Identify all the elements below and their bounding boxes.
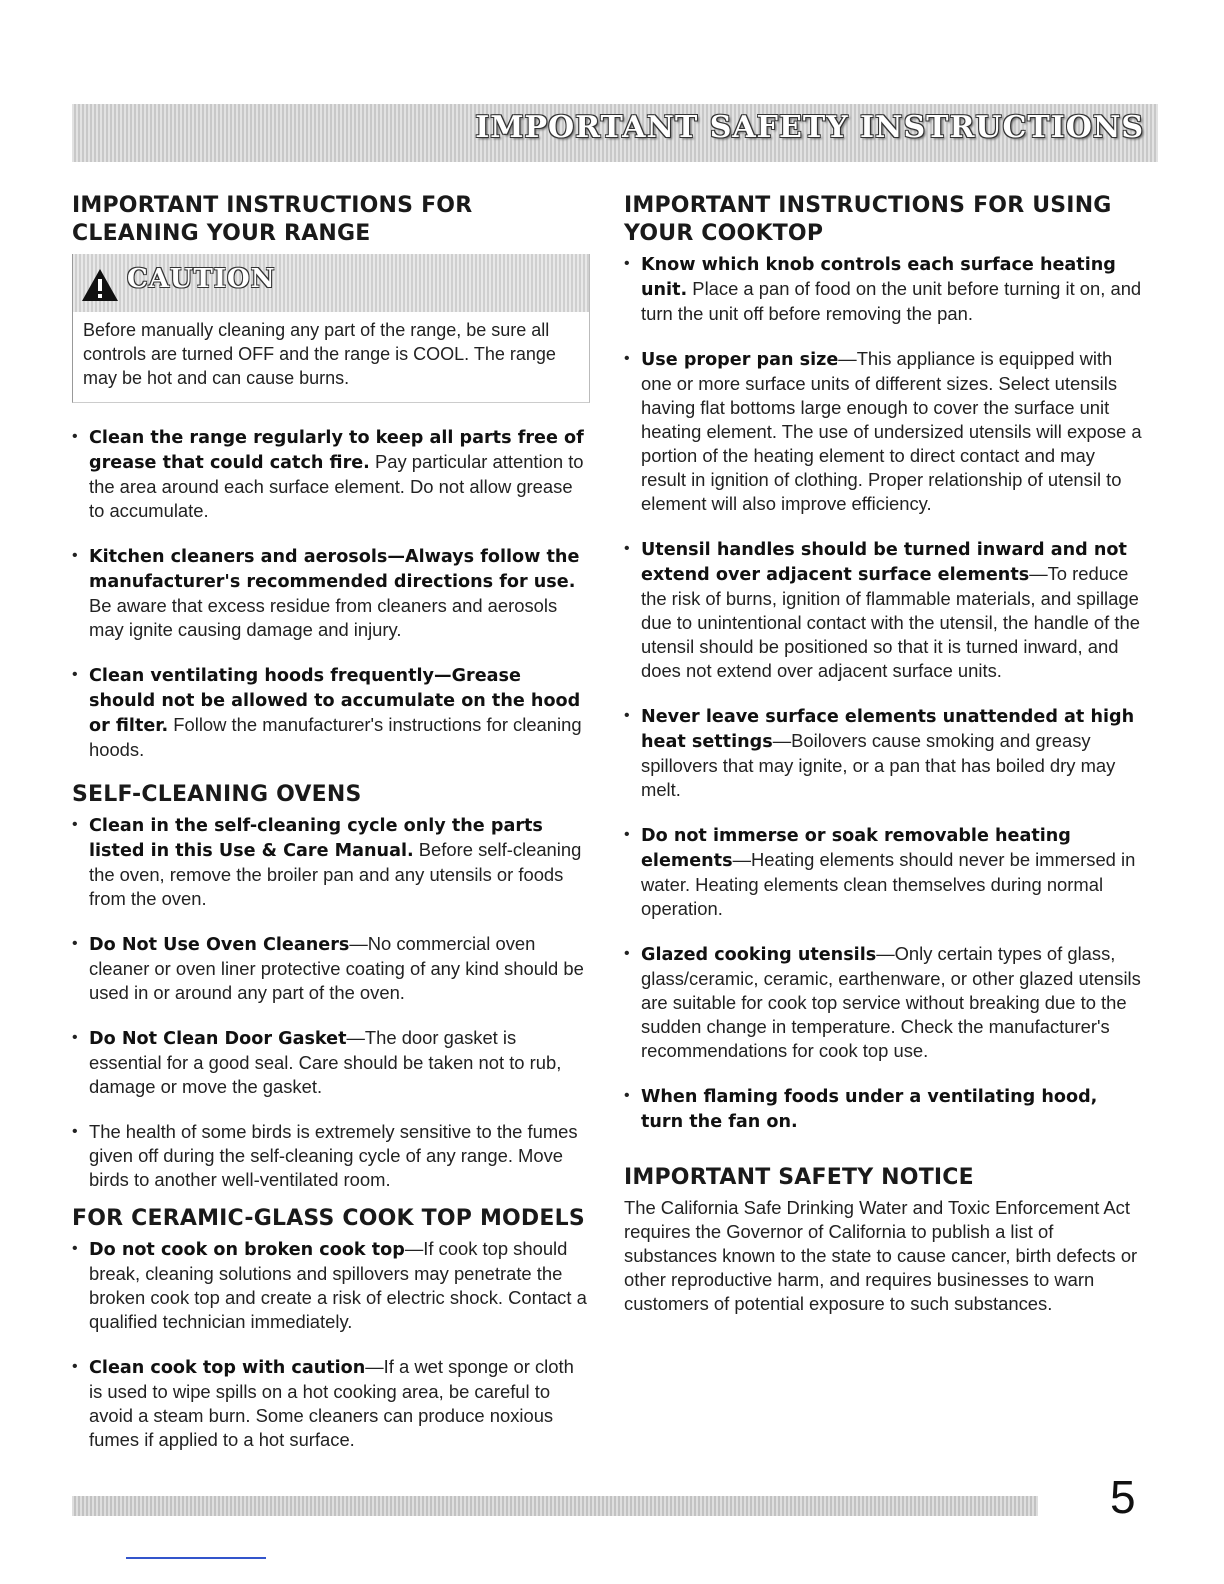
list-item xyxy=(72,1026,592,1099)
list-using-cooktop xyxy=(624,252,1144,1134)
caution-header xyxy=(73,254,589,312)
list-item-text: Before self-cleaning the oven, remove the broiler pan and any utensils or foods from the oven. xyxy=(89,839,582,909)
list-item xyxy=(624,252,1144,326)
list-item xyxy=(72,813,592,911)
list-item-bold: Do not cook on broken cook top xyxy=(89,1240,405,1260)
list-item-bold: Do Not Use Oven Cleaners xyxy=(89,935,350,955)
list-item xyxy=(624,942,1144,1063)
footer-bar xyxy=(72,1496,1038,1516)
footer-link-line xyxy=(126,1557,266,1559)
list-item-text: —Only certain types of glass, glass/ceramic, ceramic, earthenware, or other glazed utensils are suitable for cook top service without breaking due to the sudden change in temperature. Check the manufacturer's recommendations for cook top use. xyxy=(641,943,1141,1061)
list-item-text: —Heating elements should never be immersed in water. Heating elements clean themselves during normal operation. xyxy=(641,849,1136,919)
list-item xyxy=(72,1355,592,1452)
list-item-bold: When flaming foods under a ventilating hood, turn the fan on. xyxy=(641,1087,1098,1132)
list-self-cleaning xyxy=(72,813,592,1192)
bullet-icon: • xyxy=(72,816,78,833)
list-item-text: —No commercial oven cleaner or oven liner protective coating of any kind should be used in or around any part of the oven. xyxy=(89,933,584,1003)
list-item-text: —Boilovers cause smoking and greasy spillovers that may ignite, or a pan that has boiled dry may melt. xyxy=(641,730,1116,800)
list-item-bold: Clean the range regularly to keep all parts free of grease that could catch fire. xyxy=(89,428,584,473)
list-cleaning-range xyxy=(72,425,592,762)
section-title-safety-notice: IMPORTANT SAFETY NOTICE xyxy=(624,1165,974,1190)
bullet-icon: • xyxy=(624,826,630,843)
bullet-icon: • xyxy=(72,1358,78,1375)
page-title: IMPORTANT SAFETY INSTRUCTIONS xyxy=(475,110,1144,145)
list-item-bold: Do Not Clean Door Gasket xyxy=(89,1029,347,1049)
list-ceramic-glass xyxy=(72,1237,592,1452)
bullet-icon: • xyxy=(72,1029,78,1046)
bullet-icon: • xyxy=(624,350,630,367)
list-item-bold: Glazed cooking utensils xyxy=(641,945,877,965)
warning-triangle-icon xyxy=(81,268,119,302)
list-item xyxy=(624,537,1144,683)
list-item-bold: Clean in the self-cleaning cycle only the parts listed in this Use & Care Manual. xyxy=(89,816,543,861)
section-title-cleaning-range: IMPORTANT INSTRUCTIONS FOR CLEANING YOUR RANGE xyxy=(72,193,473,246)
list-item xyxy=(72,1237,592,1334)
list-item xyxy=(72,663,592,762)
list-item xyxy=(72,1120,592,1192)
list-item xyxy=(624,704,1144,802)
bullet-icon: • xyxy=(624,945,630,962)
bullet-icon: • xyxy=(72,935,78,952)
list-item xyxy=(624,823,1144,921)
list-item xyxy=(72,544,592,642)
bullet-icon: • xyxy=(72,547,78,564)
bullet-icon: • xyxy=(624,540,630,557)
caution-text: Before manually cleaning any part of the range, be sure all controls are turned OFF and the range is COOL. The range may be hot and can cause burns. xyxy=(83,320,556,388)
list-item xyxy=(72,932,592,1005)
list-item-text: Follow the manufacturer's instructions for cleaning hoods. xyxy=(89,714,582,760)
list-item-text: —This appliance is equipped with one or more surface units of different sizes. Select utensils having flat bottoms large enough to cover the surface unit heating element. The use of undersized utensils will expose a portion of the heating element to direct contact and may result in ignition of clothing. Proper relationship of utensil to element will also improve efficiency. xyxy=(641,348,1142,514)
right-column xyxy=(624,192,1144,1316)
list-item-bold: Know which knob controls each surface heating unit. xyxy=(641,255,1116,300)
list-item xyxy=(624,1084,1144,1134)
bullet-icon: • xyxy=(624,255,630,272)
left-column xyxy=(72,192,592,1473)
list-item-text: Pay particular attention to the area around each surface element. Do not allow grease to accumulate. xyxy=(89,451,584,521)
list-item-bold: Do not immerse or soak removable heating elements xyxy=(641,826,1071,871)
bullet-icon: • xyxy=(624,1087,630,1104)
list-item xyxy=(72,425,592,523)
list-item-bold: Use proper pan size xyxy=(641,350,839,370)
caution-box xyxy=(72,254,590,403)
list-item-text: —To reduce the risk of burns, ignition of flammable materials, and spillage due to unintentional contact with the utensil, the handle of the utensil should be positioned so that it is turned inward, and does not extend over adjacent surface units. xyxy=(641,563,1140,681)
list-item-bold: Utensil handles should be turned inward and not extend over adjacent surface elements xyxy=(641,540,1127,585)
list-item-text: —If a wet sponge or cloth is used to wipe spills on a hot cooking area, be careful to avoid a steam burn. Some cleaners can produce noxious fumes if applied to a hot surface. xyxy=(89,1356,574,1450)
bullet-icon: • xyxy=(72,666,78,683)
header-banner xyxy=(72,104,1158,162)
list-item-bold: Kitchen cleaners and aerosols—Always follow the manufacturer's recommended directions for use. xyxy=(89,547,580,592)
list-item xyxy=(624,347,1144,516)
list-item-text: Place a pan of food on the unit before turning it on, and turn the unit off before removing the pan. xyxy=(641,278,1142,324)
section-title-using-cooktop: IMPORTANT INSTRUCTIONS FOR USING YOUR COOKTOP xyxy=(624,193,1112,246)
list-item-text: —If cook top should break, cleaning solutions and spillovers may penetrate the broken cook top and create a risk of electric shock. Contact a qualified technician immediately. xyxy=(89,1238,587,1332)
bullet-icon: • xyxy=(624,707,630,724)
list-item-bold: Never leave surface elements unattended at high heat settings xyxy=(641,707,1135,752)
bullet-icon: • xyxy=(72,428,78,445)
caution-label: CAUTION xyxy=(127,264,276,294)
list-item-bold: Clean ventilating hoods frequently—Grease should not be allowed to accumulate on the hood or filter. xyxy=(89,666,581,736)
section-title-ceramic-glass: FOR CERAMIC-GLASS COOK TOP MODELS xyxy=(72,1206,585,1231)
page-number: 5 xyxy=(1110,1471,1136,1523)
section-title-self-cleaning: SELF-CLEANING OVENS xyxy=(72,782,362,807)
bullet-icon: • xyxy=(72,1240,78,1257)
list-item-text: Be aware that excess residue from cleaners and aerosols may ignite causing damage and injury. xyxy=(89,595,558,640)
safety-notice-text: The California Safe Drinking Water and Toxic Enforcement Act requires the Governor of California to publish a list of substances known to the state to cause cancer, birth defects or other reproductive harm, and requires businesses to warn customers of potential exposure to such substances. xyxy=(624,1197,1138,1314)
list-item-text: —The door gasket is essential for a good seal. Care should be taken not to rub, damage or move the gasket. xyxy=(89,1027,562,1097)
list-item-bold: Clean cook top with caution xyxy=(89,1358,366,1378)
list-item-text: The health of some birds is extremely sensitive to the fumes given off during the self-cleaning cycle of any range. Move birds to another well-ventilated room. xyxy=(89,1121,578,1190)
bullet-icon: • xyxy=(72,1123,78,1140)
